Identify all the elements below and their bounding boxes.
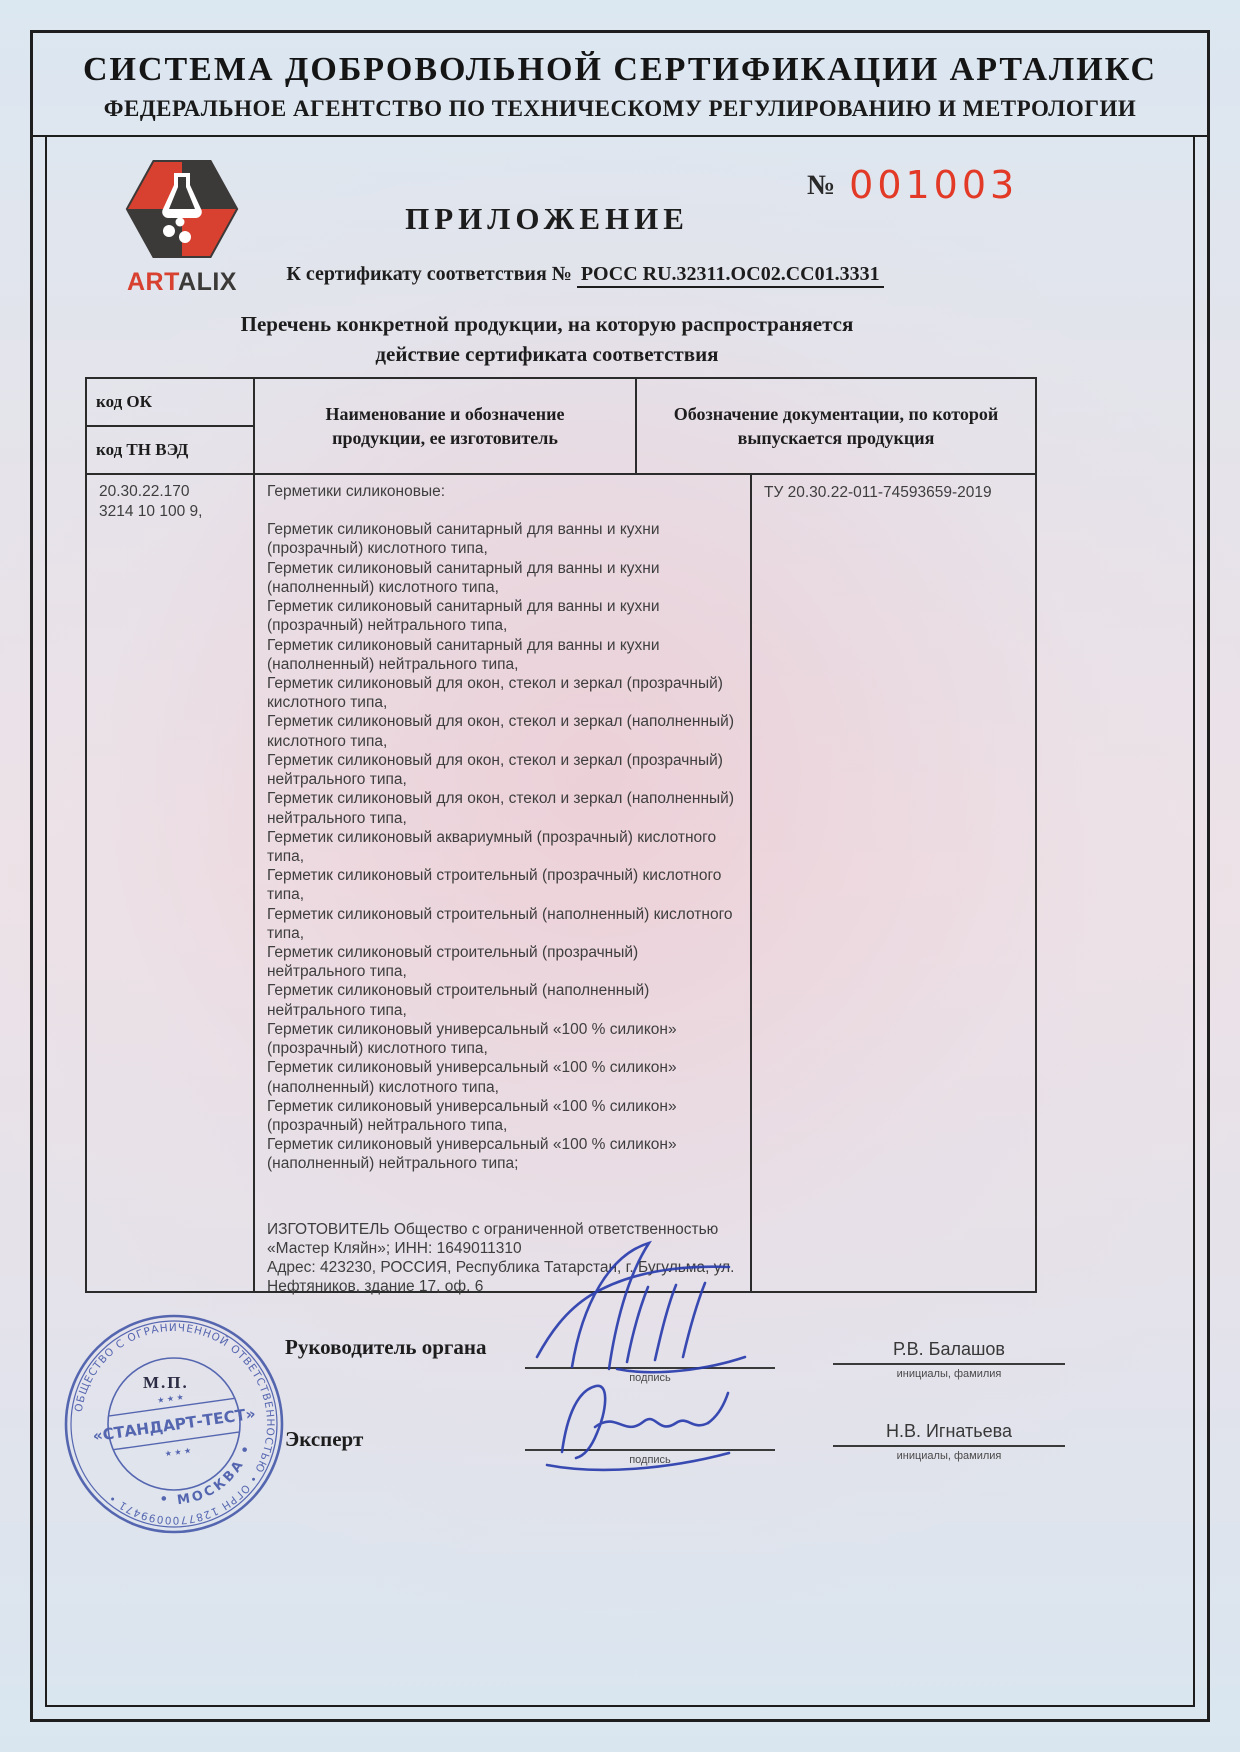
artalix-logo-icon	[125, 159, 239, 259]
product-item: Герметик силиконовый аквариумный (прозрачный) кислотного типа,	[267, 828, 717, 865]
stamp-center-text: «СТАНДАРТ-ТЕСТ»	[91, 1404, 257, 1446]
svg-text:★ ★ ★: ★ ★ ★	[164, 1445, 192, 1459]
signature-caption: подпись	[629, 1454, 671, 1466]
name-caption: инициалы, фамилия	[896, 1450, 1002, 1462]
certificate-reference	[217, 263, 953, 286]
table-header-codes	[87, 379, 255, 473]
cell-products	[255, 475, 752, 1296]
agency-title: ФЕДЕРАЛЬНОЕ АГЕНТСТВО ПО ТЕХНИЧЕСКОМУ РЕГУЛИРОВАНИЮ И МЕТРОЛОГИИ	[103, 96, 1137, 121]
product-item: Герметик силиконовый универсальный «100 % силикон» (наполненный) нейтрального типа;	[267, 1136, 677, 1173]
manufacturer-line: ИЗГОТОВИТЕЛЬ Общество с ограниченной ответственностью «Мастер Кляйн»; ИНН: 1649011310	[267, 1220, 719, 1257]
stamp-bottom-text: • МОСКВА •	[158, 1440, 256, 1509]
product-item: Герметик силиконовый для окон, стекол и зеркал (наполненный) нейтрального типа,	[267, 790, 734, 827]
stamp-ring-text: ОБЩЕСТВО С ОГРАНИЧЕННОЙ ОТВЕТСТВЕННОСТЬЮ • ОГРН 1287700099471 •	[72, 1321, 277, 1527]
expert-signature-field	[525, 1419, 775, 1466]
product-item: Герметик силиконовый универсальный «100 % силикон» (наполненный) кислотного типа,	[267, 1059, 677, 1096]
cell-codes	[87, 475, 255, 1291]
head-name: Р.В. Балашов	[833, 1339, 1065, 1365]
document-number-value: 001003	[849, 163, 1019, 207]
header-documentation: Обозначение документации, по которой выпускается продукция	[673, 403, 999, 448]
product-item: Герметик силиконовый строительный (наполненный) кислотного типа,	[267, 905, 733, 942]
manufacturer-info	[267, 1220, 736, 1297]
product-item: Герметик силиконовый санитарный для ванны и кухни (наполненный) нейтрального типа,	[267, 636, 660, 673]
head-name-field	[833, 1339, 1065, 1380]
mp-seal-label: М.П.	[143, 1373, 189, 1392]
name-caption: инициалы, фамилия	[896, 1368, 1002, 1380]
head-of-body-label: Руководитель органа	[285, 1335, 487, 1359]
product-item: Герметик силиконовый санитарный для ванны и кухни (прозрачный) нейтрального типа,	[267, 598, 660, 635]
expert-label: Эксперт	[285, 1427, 364, 1451]
product-item: Герметик силиконовый строительный (прозрачный) нейтрального типа,	[267, 944, 639, 981]
signature-caption: подпись	[629, 1372, 671, 1384]
product-item: Герметик силиконовый санитарный для ванны и кухни (прозрачный) кислотного типа,	[267, 521, 660, 558]
product-item: Герметик силиконовый строительный (наполненный) нейтрального типа,	[267, 982, 650, 1019]
header-code-ok: код ОК	[87, 379, 253, 427]
header-code-tnved: код ТН ВЭД	[96, 440, 189, 459]
svg-text:★ ★ ★: ★ ★ ★	[156, 1392, 185, 1406]
header-product-name: Наименование и обозначение продукции, ее изготовитель	[255, 379, 637, 473]
logo-text-alix: ALIX	[178, 268, 237, 296]
product-item: Герметик силиконовый санитарный для ванны и кухни (наполненный) кислотного типа,	[267, 559, 660, 596]
expert-signature-line	[525, 1419, 775, 1451]
logo-text-art: ART	[127, 268, 179, 296]
expert-name: Н.В. Игнатьева	[833, 1421, 1065, 1447]
document-title: ПРИЛОЖЕНИЕ	[405, 201, 689, 236]
certificate-number: РОСС RU.32311.ОС02.СС01.3331	[577, 263, 884, 288]
manufacturer-line: Адрес: 423230, РОССИЯ, Республика Татарстан, г. Бугульма, ул. Нефтяников, здание 17, оф. 6	[267, 1259, 735, 1296]
subtitle-line-2: действие сертификата соответствия	[375, 342, 719, 367]
header	[33, 33, 1207, 137]
code-tnved-value: 3214 10 100 9,	[99, 503, 203, 521]
head-signature-line	[525, 1337, 775, 1369]
product-item: Герметик силиконовый универсальный «100 % силикон» (прозрачный) нейтрального типа,	[267, 1097, 677, 1134]
content-frame	[45, 137, 1195, 1707]
product-item: Герметик силиконовый для окон, стекол и зеркал (прозрачный) нейтрального типа,	[267, 751, 723, 789]
head-signature-field	[525, 1337, 775, 1384]
certification-system-title: СИСТЕМА ДОБРОВОЛЬНОЙ СЕРТИФИКАЦИИ АРТАЛИКС	[82, 51, 1158, 88]
product-item: Герметик силиконовый для окон, стекол и зеркал (наполненный) кислотного типа,	[267, 713, 734, 750]
product-item: Герметик силиконовый строительный (прозрачный) кислотного типа,	[267, 867, 722, 904]
standart-test-stamp-icon	[55, 1305, 293, 1543]
product-item: Герметик силиконовый для окон, стекол и зеркал (прозрачный) кислотного типа,	[267, 674, 723, 712]
product-table	[85, 377, 1037, 1296]
certificate-reference-prefix: К сертификату соответствия №	[286, 263, 572, 285]
table-header-row	[85, 377, 1037, 475]
number-sign: №	[807, 170, 836, 201]
product-list	[267, 520, 736, 1173]
page-frame	[30, 30, 1210, 1722]
cell-documentation: ТУ 20.30.22-011-74593659-2019	[764, 484, 992, 501]
expert-name-field	[833, 1421, 1065, 1462]
code-ok-value: 20.30.22.170	[99, 483, 190, 500]
document-subtitle	[47, 309, 1047, 370]
table-body-row	[85, 475, 1037, 1296]
products-intro: Герметики силиконовые:	[267, 483, 446, 500]
subtitle-line-1: Перечень конкретной продукции, на которую распространяется	[240, 312, 854, 336]
product-item: Герметик силиконовый универсальный «100 % силикон» (прозрачный) кислотного типа,	[267, 1020, 677, 1058]
